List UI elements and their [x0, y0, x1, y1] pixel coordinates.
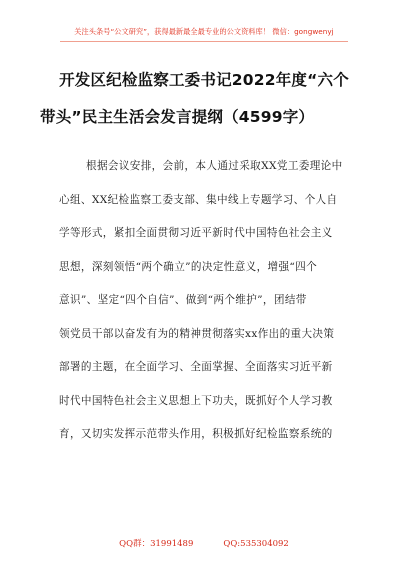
footer-qq-number: QQ:535304092	[223, 539, 289, 549]
header-divider	[60, 41, 348, 42]
footer-contact	[0, 537, 408, 549]
document-body	[59, 150, 354, 452]
header-banner: 关注头条号“公文研究”，获得最新最全最专业的公文资料库！ 微信：gongwenyj	[74, 27, 334, 36]
footer-qq-group: QQ群：31991489	[119, 539, 194, 549]
body-line: 部署的主题，在全面学习、全面掌握、全面落实习近平新	[59, 361, 333, 373]
title-line-2: 带头”民主生活会发言提纲（4599字）	[40, 108, 315, 126]
body-line: 育，又切实发挥示范带头作用，积极抓好纪检监察系统的	[59, 428, 333, 440]
body-line: 意识”、坚定“四个自信”、做到“两个维护”，团结带	[59, 294, 307, 306]
body-line: 思想，深刻领悟“两个确立”的决定性意义，增强“四个	[59, 260, 318, 273]
body-line: 学等形式，紧扣全面贯彻习近平新时代中国特色社会主义	[59, 227, 333, 239]
title-line-1: 开发区纪检监察工委书记2022年度“六个	[59, 71, 349, 89]
document-title	[40, 62, 378, 136]
body-line: 根据会议安排，会前，本人通过采取XX党工委理论中	[86, 160, 343, 172]
body-line: 领党员干部以奋发有为的精神贯彻落实xx作出的重大决策	[59, 327, 335, 340]
body-line: 时代中国特色社会主义思想上下功夫，既抓好个人学习教	[59, 394, 333, 407]
body-line: 心组、XX纪检监察工委支部、集中线上专题学习、个人自	[59, 193, 338, 206]
